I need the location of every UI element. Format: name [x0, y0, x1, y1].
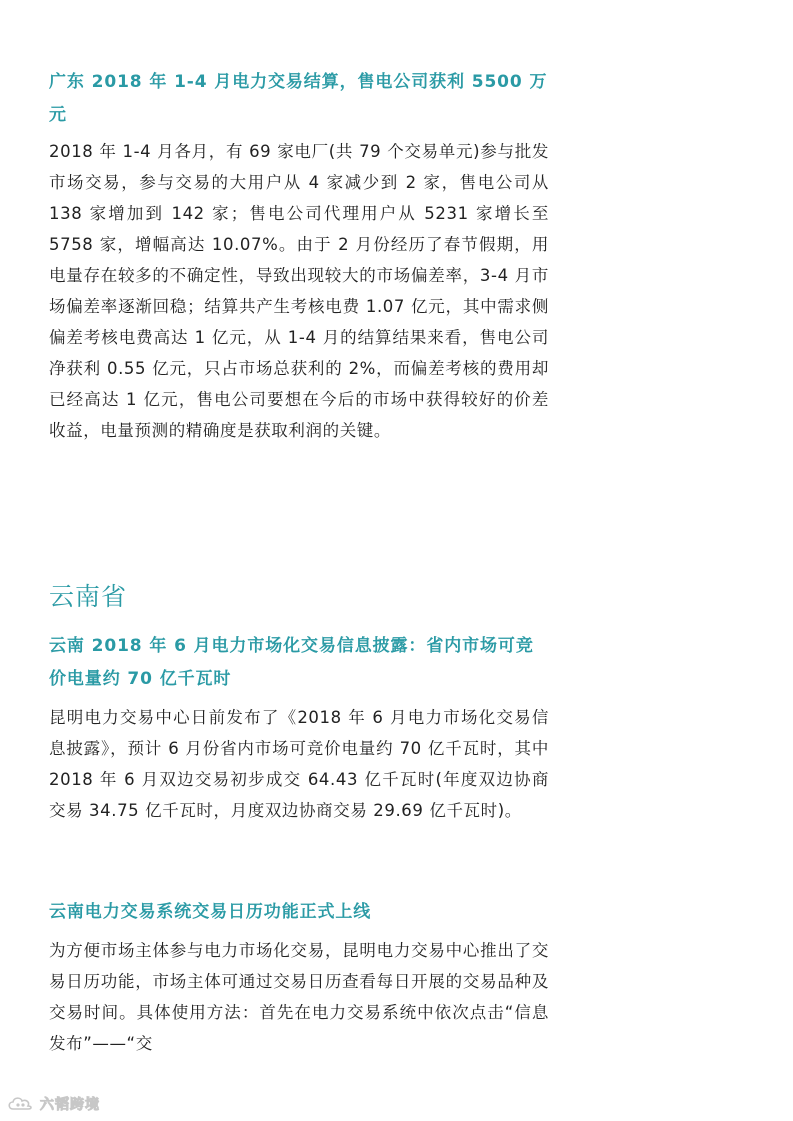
yunnan-item1-heading-block: [49, 630, 549, 696]
guangdong-heading: 广东 2018 年 1-4 月电力交易结算，售电公司获利 5500 万元: [49, 72, 548, 125]
yunnan-item2-heading: 云南电力交易系统交易日历功能正式上线: [49, 902, 372, 922]
guangdong-body-block: [49, 136, 549, 446]
yunnan-item2-heading-block: [49, 896, 549, 929]
cloud-logo-icon: [6, 1094, 36, 1114]
guangdong-body-paragraph: 2018 年 1-4 月各月，有 69 家电厂(共 79 个交易单元)参与批发市场交易，参与交易的大用户从 4 家减少到 2 家，售电公司从 138 家增加到 142 家；售电公司代理用户从 5231 家增长至 5758 家，增幅高达 10.07%。由于 2 月份经历了春节假期，用电量存在较多的不确定性，导致出现较大的市场偏差率，3-4 月市场偏差率逐渐回稳；结算共产生考核电费 1.07 亿元，其中需求侧偏差考核电费高达 1 亿元，从 1-4 月的结算结果来看，售电公司净获利 0.55 亿元，只占市场总获利的 2%，而偏差考核的费用却已经高达 1 亿元，售电公司要想在今后的市场中获得较好的价差收益，电量预测的精确度是获取利润的关键。: [49, 142, 549, 440]
guangdong-heading-block: [49, 66, 549, 132]
yunnan-section-title: 云南省: [49, 582, 128, 611]
watermark: [6, 1092, 100, 1116]
yunnan-item2-body-block: [49, 935, 549, 1059]
yunnan-item1-heading: 云南 2018 年 6 月电力市场化交易信息披露：省内市场可竞价电量约 70 亿千瓦时: [49, 636, 534, 689]
yunnan-item2-body-paragraph: 为方便市场主体参与电力市场化交易，昆明电力交易中心推出了交易日历功能，市场主体可通过交易日历查看每日开展的交易品种及交易时间。具体使用方法：首先在电力交易系统中依次点击“信息发布”——“交: [49, 941, 549, 1053]
yunnan-item1-body-block: [49, 702, 549, 826]
yunnan-item1-body-paragraph: 昆明电力交易中心日前发布了《2018 年 6 月电力市场化交易信息披露》，预计 6 月份省内市场可竞价电量约 70 亿千瓦时，其中 2018 年 6 月双边交易初步成交 64.43 亿千瓦时(年度双边协商交易 34.75 亿千瓦时，月度双边协商交易 29.69 亿千瓦时)。: [49, 708, 549, 820]
watermark-text: 六韬跨境: [40, 1096, 100, 1112]
